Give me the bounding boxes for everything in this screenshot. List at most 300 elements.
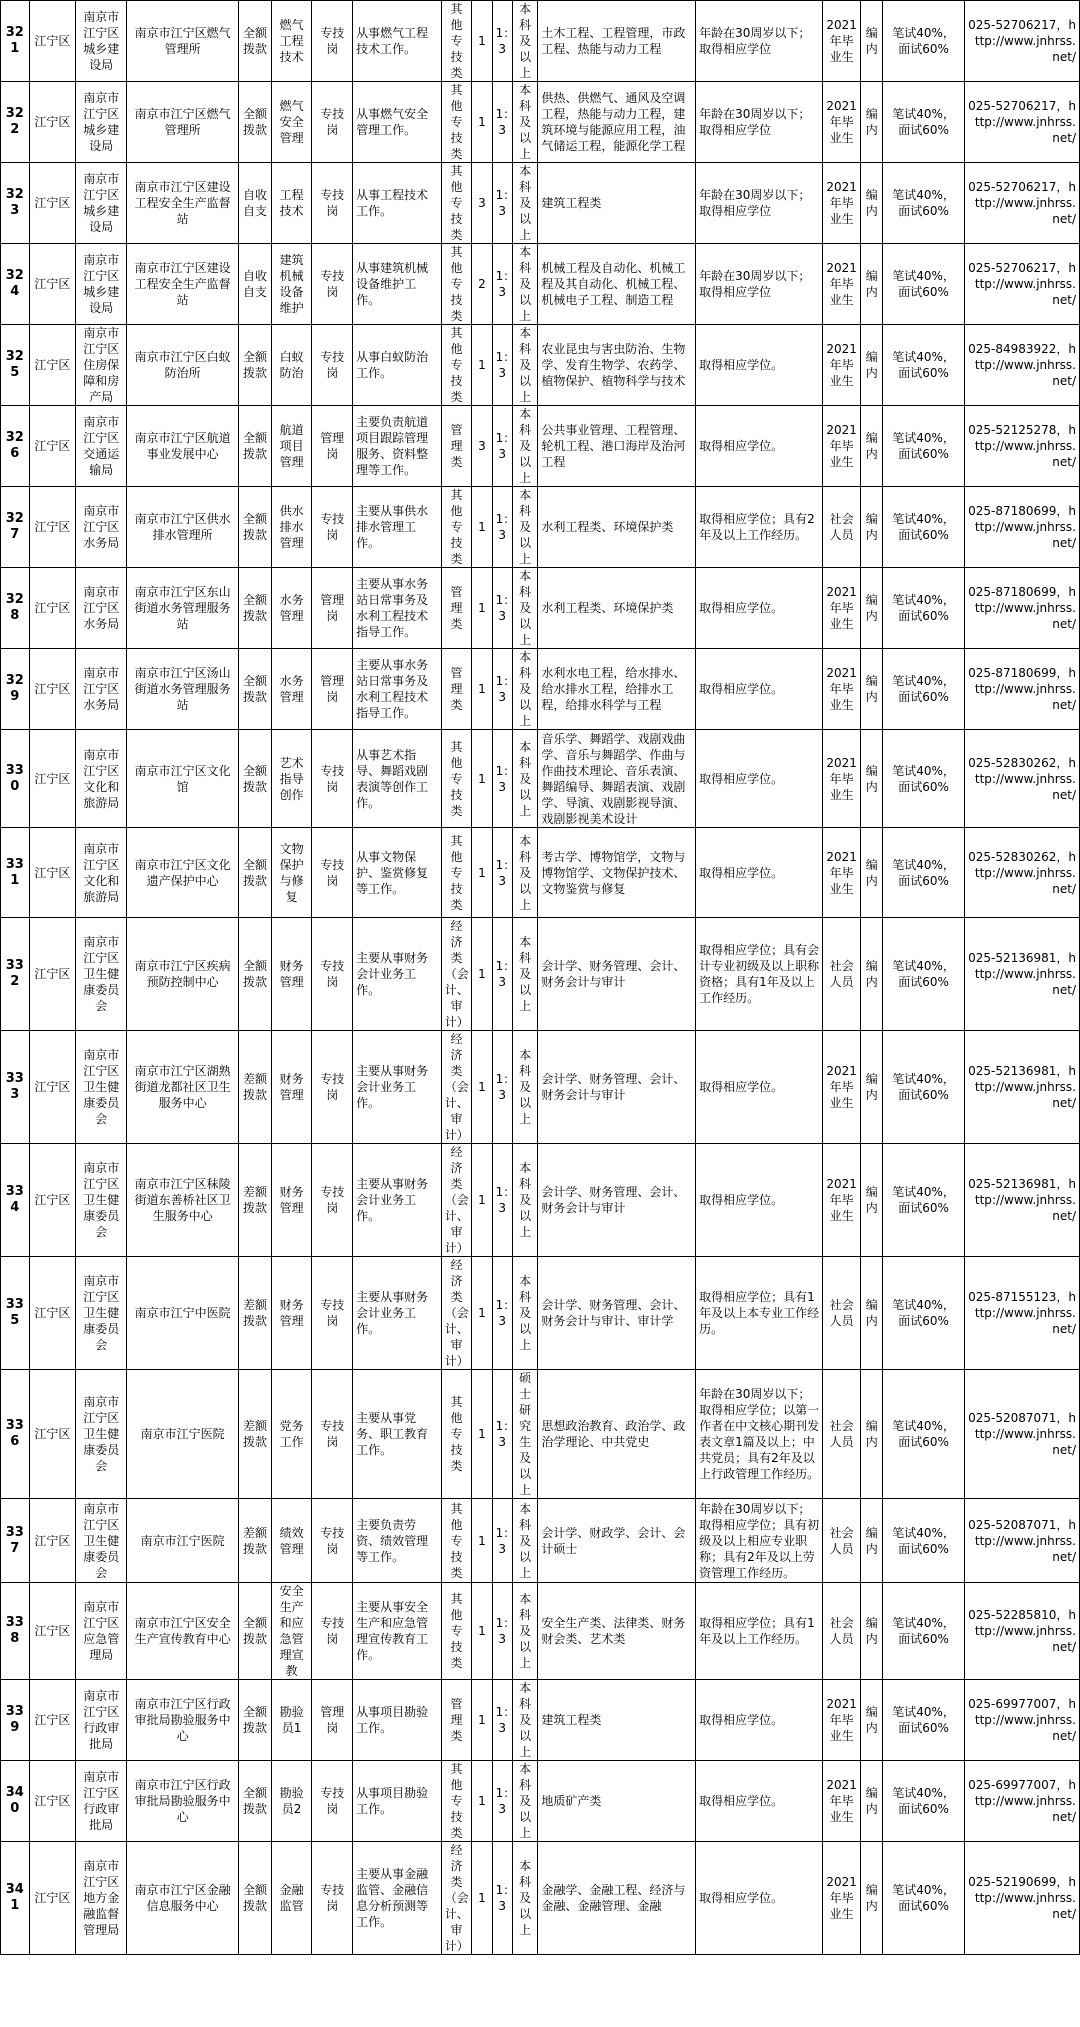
cell-funding-type: 全额拨款	[239, 730, 272, 828]
cell-other-requirements: 取得相应学位；具有1年及以上工作经历。	[696, 1583, 823, 1680]
cell-position-type: 经济类（会计、审计）	[441, 1031, 472, 1144]
cell-education: 本科及以上	[512, 1144, 537, 1257]
cell-job-code: 328	[1, 568, 30, 649]
cell-recruitment-target: 社会人员	[823, 918, 861, 1031]
cell-other-requirements: 取得相应学位。	[696, 1031, 823, 1144]
cell-district: 江宁区	[29, 1031, 76, 1144]
cell-other-requirements: 取得相应学位。	[696, 406, 823, 487]
cell-exam-weight: 笔试40%，面试60%	[883, 1144, 964, 1257]
cell-position-name: 文物保护与修复	[271, 828, 312, 918]
cell-recruitment-target: 2021年毕业生	[823, 82, 861, 163]
cell-district: 江宁区	[29, 244, 76, 325]
cell-education: 本科及以上	[512, 828, 537, 918]
cell-education: 本科及以上	[512, 1583, 537, 1680]
cell-headcount: 1	[472, 1144, 492, 1257]
cell-position-name: 财务管理	[271, 1031, 312, 1144]
cell-exam-weight: 笔试40%，面试60%	[883, 828, 964, 918]
table-row	[1, 163, 1080, 244]
table-row	[1, 1680, 1080, 1761]
cell-headcount: 1	[472, 82, 492, 163]
cell-other-requirements: 取得相应学位。	[696, 568, 823, 649]
cell-job-code: 338	[1, 1583, 30, 1680]
cell-recruitment-target: 社会人员	[823, 487, 861, 568]
cell-job-code: 336	[1, 1370, 30, 1499]
cell-recruitment-target: 社会人员	[823, 1257, 861, 1370]
cell-department: 南京市江宁区应急管理局	[76, 1583, 127, 1680]
cell-exam-weight: 笔试40%，面试60%	[883, 1583, 964, 1680]
cell-contact: 025-87155123，http://www.jnhrss.net/	[964, 1257, 1079, 1370]
cell-other-requirements: 年龄在30周岁以下；取得相应学位；以第一作者在中文核心期刊发表文章1篇及以上；中共党员；具有2年及以上行政管理工作经历。	[696, 1370, 823, 1499]
cell-recruitment-target: 社会人员	[823, 1583, 861, 1680]
cell-recruitment-target: 2021年毕业生	[823, 406, 861, 487]
cell-position-name: 供水排水管理	[271, 487, 312, 568]
cell-contact: 025-69977007，http://www.jnhrss.net/	[964, 1680, 1079, 1761]
cell-funding-type: 全额拨款	[239, 1583, 272, 1680]
cell-department: 南京市江宁区卫生健康委员会	[76, 1257, 127, 1370]
cell-headcount: 1	[472, 730, 492, 828]
table-row	[1, 828, 1080, 918]
cell-headcount: 1	[472, 649, 492, 730]
cell-job-code: 339	[1, 1680, 30, 1761]
cell-job-code: 329	[1, 649, 30, 730]
cell-employer: 南京市江宁医院	[127, 1499, 239, 1583]
cell-other-requirements: 取得相应学位。	[696, 730, 823, 828]
cell-employer: 南京市江宁区燃气管理所	[127, 1, 239, 82]
cell-position-type: 其他专技类	[441, 1761, 472, 1842]
cell-other-requirements: 取得相应学位。	[696, 325, 823, 406]
cell-headcount: 1	[472, 1583, 492, 1680]
cell-other-requirements: 取得相应学位；具有2年及以上工作经历。	[696, 487, 823, 568]
cell-exam-weight: 笔试40%，面试60%	[883, 1257, 964, 1370]
cell-headcount: 1	[472, 918, 492, 1031]
cell-headcount: 1	[472, 1370, 492, 1499]
cell-funding-type: 全额拨款	[239, 1842, 272, 1955]
cell-job-description: 主要从事财务会计业务工作。	[353, 1031, 442, 1144]
cell-exam-ratio: 1：3	[492, 1257, 512, 1370]
cell-exam-ratio: 1：3	[492, 828, 512, 918]
cell-district: 江宁区	[29, 82, 76, 163]
cell-funding-type: 差额拨款	[239, 1499, 272, 1583]
cell-job-code: 335	[1, 1257, 30, 1370]
cell-district: 江宁区	[29, 1144, 76, 1257]
cell-position-category: 专技岗	[312, 1842, 353, 1955]
cell-position-type: 其他专技类	[441, 244, 472, 325]
cell-position-category: 专技岗	[312, 82, 353, 163]
cell-employer: 南京市江宁区行政审批局勘验服务中心	[127, 1761, 239, 1842]
cell-staffing: 编内	[861, 1, 883, 82]
cell-job-description: 从事艺术指导、舞蹈戏剧表演等创作工作。	[353, 730, 442, 828]
cell-employer: 南京市江宁区疾病预防控制中心	[127, 918, 239, 1031]
cell-position-name: 燃气安全管理	[271, 82, 312, 163]
cell-exam-weight: 笔试40%，面试60%	[883, 1842, 964, 1955]
cell-department: 南京市江宁区卫生健康委员会	[76, 918, 127, 1031]
cell-job-code: 340	[1, 1761, 30, 1842]
cell-education: 本科及以上	[512, 163, 537, 244]
cell-contact: 025-69977007，http://www.jnhrss.net/	[964, 1761, 1079, 1842]
cell-contact: 025-87180699，http://www.jnhrss.net/	[964, 649, 1079, 730]
cell-exam-weight: 笔试40%，面试60%	[883, 918, 964, 1031]
cell-exam-weight: 笔试40%，面试60%	[883, 1680, 964, 1761]
cell-funding-type: 全额拨款	[239, 649, 272, 730]
cell-department: 南京市江宁区城乡建设局	[76, 1, 127, 82]
cell-contact: 025-52706217，http://www.jnhrss.net/	[964, 163, 1079, 244]
cell-exam-ratio: 1：3	[492, 1, 512, 82]
cell-job-code: 324	[1, 244, 30, 325]
cell-headcount: 1	[472, 325, 492, 406]
cell-exam-weight: 笔试40%，面试60%	[883, 1761, 964, 1842]
cell-education: 本科及以上	[512, 649, 537, 730]
cell-position-category: 专技岗	[312, 1144, 353, 1257]
cell-funding-type: 全额拨款	[239, 1761, 272, 1842]
cell-exam-weight: 笔试40%，面试60%	[883, 730, 964, 828]
cell-contact: 025-52136981，http://www.jnhrss.net/	[964, 1144, 1079, 1257]
cell-position-type: 其他专技类	[441, 730, 472, 828]
cell-other-requirements: 取得相应学位。	[696, 1680, 823, 1761]
cell-major: 水利工程类、环境保护类	[538, 487, 696, 568]
cell-major: 机械工程及自动化、机械工程及其自动化、机械工程、机械电子工程、制造工程	[538, 244, 696, 325]
cell-department: 南京市江宁区文化和旅游局	[76, 730, 127, 828]
cell-staffing: 编内	[861, 244, 883, 325]
cell-major: 土木工程、工程管理，市政工程、热能与动力工程	[538, 1, 696, 82]
cell-headcount: 3	[472, 406, 492, 487]
cell-job-description: 从事项目勘验工作。	[353, 1680, 442, 1761]
cell-employer: 南京市江宁区东山街道水务管理服务站	[127, 568, 239, 649]
cell-exam-weight: 笔试40%，面试60%	[883, 1499, 964, 1583]
table-row	[1, 406, 1080, 487]
cell-position-category: 专技岗	[312, 1583, 353, 1680]
cell-contact: 025-52087071，http://www.jnhrss.net/	[964, 1499, 1079, 1583]
cell-district: 江宁区	[29, 1370, 76, 1499]
cell-employer: 南京市江宁区文化馆	[127, 730, 239, 828]
table-row	[1, 1257, 1080, 1370]
cell-other-requirements: 年龄在30周岁以下；取得相应学位	[696, 244, 823, 325]
cell-department: 南京市江宁区卫生健康委员会	[76, 1499, 127, 1583]
cell-district: 江宁区	[29, 918, 76, 1031]
cell-position-name: 绩效管理	[271, 1499, 312, 1583]
cell-position-name: 党务工作	[271, 1370, 312, 1499]
cell-position-type: 其他专技类	[441, 82, 472, 163]
cell-contact: 025-52285810，http://www.jnhrss.net/	[964, 1583, 1079, 1680]
cell-employer: 南京市江宁区秣陵街道东善桥社区卫生服务中心	[127, 1144, 239, 1257]
cell-major: 会计学、财务管理、会计、财务会计与审计、审计学	[538, 1257, 696, 1370]
table-row	[1, 82, 1080, 163]
cell-exam-ratio: 1：3	[492, 918, 512, 1031]
cell-position-category: 专技岗	[312, 1499, 353, 1583]
cell-position-type: 其他专技类	[441, 325, 472, 406]
cell-contact: 025-87180699，http://www.jnhrss.net/	[964, 568, 1079, 649]
cell-funding-type: 全额拨款	[239, 487, 272, 568]
cell-department: 南京市江宁区卫生健康委员会	[76, 1370, 127, 1499]
cell-recruitment-target: 2021年毕业生	[823, 244, 861, 325]
cell-position-type: 管理类	[441, 406, 472, 487]
cell-major: 考古学、博物馆学，文物与博物馆学、文物保护技术、文物鉴赏与修复	[538, 828, 696, 918]
cell-employer: 南京市江宁医院	[127, 1370, 239, 1499]
cell-headcount: 1	[472, 828, 492, 918]
cell-major: 水利水电工程，给水排水、给水排水工程，给排水工程，给排水科学与工程	[538, 649, 696, 730]
cell-funding-type: 全额拨款	[239, 568, 272, 649]
cell-job-code: 322	[1, 82, 30, 163]
cell-job-code: 337	[1, 1499, 30, 1583]
cell-recruitment-target: 社会人员	[823, 1370, 861, 1499]
cell-other-requirements: 取得相应学位；具有会计专业初级及以上职称资格；具有1年及以上工作经历。	[696, 918, 823, 1031]
cell-district: 江宁区	[29, 487, 76, 568]
cell-contact: 025-52706217，http://www.jnhrss.net/	[964, 244, 1079, 325]
cell-exam-ratio: 1：3	[492, 487, 512, 568]
cell-district: 江宁区	[29, 730, 76, 828]
cell-department: 南京市江宁区城乡建设局	[76, 82, 127, 163]
cell-position-type: 其他专技类	[441, 163, 472, 244]
cell-district: 江宁区	[29, 1, 76, 82]
cell-job-code: 334	[1, 1144, 30, 1257]
cell-major: 金融学、金融工程、经济与金融、金融管理、金融	[538, 1842, 696, 1955]
cell-department: 南京市江宁区地方金融监督管理局	[76, 1842, 127, 1955]
table-row	[1, 1583, 1080, 1680]
cell-district: 江宁区	[29, 649, 76, 730]
cell-other-requirements: 年龄在30周岁以下；取得相应学位	[696, 82, 823, 163]
cell-job-description: 主要负责航道项目跟踪管理服务、资料整理等工作。	[353, 406, 442, 487]
cell-major: 水利工程类、环境保护类	[538, 568, 696, 649]
cell-department: 南京市江宁区卫生健康委员会	[76, 1144, 127, 1257]
cell-recruitment-target: 2021年毕业生	[823, 325, 861, 406]
cell-job-description: 主要负责劳资、绩效管理等工作。	[353, 1499, 442, 1583]
cell-exam-weight: 笔试40%，面试60%	[883, 1031, 964, 1144]
cell-job-description: 从事项目勘验工作。	[353, 1761, 442, 1842]
cell-exam-ratio: 1：3	[492, 1842, 512, 1955]
cell-staffing: 编内	[861, 325, 883, 406]
cell-department: 南京市江宁区行政审批局	[76, 1680, 127, 1761]
cell-education: 本科及以上	[512, 1257, 537, 1370]
cell-headcount: 1	[472, 568, 492, 649]
cell-contact: 025-52190699，http://www.jnhrss.net/	[964, 1842, 1079, 1955]
table-row	[1, 1499, 1080, 1583]
cell-headcount: 1	[472, 1680, 492, 1761]
table-row	[1, 487, 1080, 568]
cell-position-name: 建筑机械设备维护	[271, 244, 312, 325]
cell-recruitment-target: 2021年毕业生	[823, 1144, 861, 1257]
cell-staffing: 编内	[861, 1583, 883, 1680]
cell-staffing: 编内	[861, 1257, 883, 1370]
cell-exam-ratio: 1：3	[492, 82, 512, 163]
cell-employer: 南京市江宁区建设工程安全生产监督站	[127, 244, 239, 325]
cell-other-requirements: 年龄在30周岁以下；取得相应学位	[696, 1, 823, 82]
cell-funding-type: 差额拨款	[239, 1257, 272, 1370]
cell-position-name: 燃气工程技术	[271, 1, 312, 82]
cell-job-code: 325	[1, 325, 30, 406]
cell-staffing: 编内	[861, 1499, 883, 1583]
cell-district: 江宁区	[29, 406, 76, 487]
cell-employer: 南京市江宁区航道事业发展中心	[127, 406, 239, 487]
cell-department: 南京市江宁区交通运输局	[76, 406, 127, 487]
cell-education: 本科及以上	[512, 1, 537, 82]
cell-other-requirements: 取得相应学位。	[696, 1842, 823, 1955]
cell-district: 江宁区	[29, 568, 76, 649]
cell-other-requirements: 取得相应学位。	[696, 1761, 823, 1842]
cell-position-category: 专技岗	[312, 1370, 353, 1499]
cell-staffing: 编内	[861, 1680, 883, 1761]
cell-employer: 南京市江宁区汤山街道水务管理服务站	[127, 649, 239, 730]
cell-staffing: 编内	[861, 1031, 883, 1144]
cell-position-name: 航道项目管理	[271, 406, 312, 487]
cell-contact: 025-52136981，http://www.jnhrss.net/	[964, 1031, 1079, 1144]
table-row	[1, 1, 1080, 82]
cell-district: 江宁区	[29, 828, 76, 918]
cell-funding-type: 差额拨款	[239, 1031, 272, 1144]
cell-exam-weight: 笔试40%，面试60%	[883, 325, 964, 406]
cell-staffing: 编内	[861, 1370, 883, 1499]
cell-recruitment-target: 2021年毕业生	[823, 1031, 861, 1144]
cell-staffing: 编内	[861, 1761, 883, 1842]
cell-staffing: 编内	[861, 1842, 883, 1955]
cell-job-code: 321	[1, 1, 30, 82]
cell-major: 会计学、财政学、会计、会计硕士	[538, 1499, 696, 1583]
cell-position-category: 专技岗	[312, 325, 353, 406]
cell-education: 本科及以上	[512, 918, 537, 1031]
cell-staffing: 编内	[861, 828, 883, 918]
cell-position-type: 管理类	[441, 568, 472, 649]
cell-funding-type: 全额拨款	[239, 918, 272, 1031]
cell-headcount: 1	[472, 1761, 492, 1842]
table-row	[1, 918, 1080, 1031]
cell-department: 南京市江宁区住房保障和房产局	[76, 325, 127, 406]
cell-exam-ratio: 1：3	[492, 325, 512, 406]
cell-major: 会计学、财务管理、会计、财务会计与审计	[538, 1031, 696, 1144]
cell-job-code: 323	[1, 163, 30, 244]
cell-exam-weight: 笔试40%，面试60%	[883, 82, 964, 163]
cell-position-name: 水务管理	[271, 568, 312, 649]
cell-funding-type: 自收自支	[239, 244, 272, 325]
cell-employer: 南京市江宁区白蚁防治所	[127, 325, 239, 406]
table-row	[1, 1842, 1080, 1955]
cell-recruitment-target: 2021年毕业生	[823, 649, 861, 730]
cell-job-description: 主要从事金融监管、金融信息分析预测等工作。	[353, 1842, 442, 1955]
cell-employer: 南京市江宁区燃气管理所	[127, 82, 239, 163]
cell-exam-ratio: 1：3	[492, 568, 512, 649]
cell-district: 江宁区	[29, 1583, 76, 1680]
cell-district: 江宁区	[29, 1680, 76, 1761]
cell-exam-weight: 笔试40%，面试60%	[883, 1, 964, 82]
cell-education: 本科及以上	[512, 1761, 537, 1842]
cell-education: 本科及以上	[512, 1842, 537, 1955]
cell-staffing: 编内	[861, 487, 883, 568]
cell-other-requirements: 取得相应学位。	[696, 649, 823, 730]
cell-other-requirements: 年龄在30周岁以下；取得相应学位	[696, 163, 823, 244]
cell-staffing: 编内	[861, 406, 883, 487]
cell-position-type: 管理类	[441, 1680, 472, 1761]
cell-employer: 南京市江宁区建设工程安全生产监督站	[127, 163, 239, 244]
cell-position-category: 管理岗	[312, 1680, 353, 1761]
cell-education: 本科及以上	[512, 82, 537, 163]
table-row	[1, 730, 1080, 828]
cell-exam-ratio: 1：3	[492, 649, 512, 730]
cell-other-requirements: 取得相应学位；具有1年及以上本专业工作经历。	[696, 1257, 823, 1370]
cell-contact: 025-52136981，http://www.jnhrss.net/	[964, 918, 1079, 1031]
cell-department: 南京市江宁区文化和旅游局	[76, 828, 127, 918]
table-row	[1, 1031, 1080, 1144]
cell-major: 地质矿产类	[538, 1761, 696, 1842]
cell-exam-ratio: 1：3	[492, 406, 512, 487]
cell-position-name: 水务管理	[271, 649, 312, 730]
cell-position-category: 专技岗	[312, 1, 353, 82]
cell-job-code: 332	[1, 918, 30, 1031]
cell-funding-type: 全额拨款	[239, 1680, 272, 1761]
cell-job-description: 主要从事党务、职工教育工作。	[353, 1370, 442, 1499]
cell-job-description: 主要从事财务会计业务工作。	[353, 918, 442, 1031]
cell-headcount: 1	[472, 1842, 492, 1955]
cell-contact: 025-52830262，http://www.jnhrss.net/	[964, 828, 1079, 918]
cell-contact: 025-84983922，http://www.jnhrss.net/	[964, 325, 1079, 406]
cell-position-type: 其他专技类	[441, 828, 472, 918]
cell-exam-ratio: 1：3	[492, 1680, 512, 1761]
cell-department: 南京市江宁区城乡建设局	[76, 163, 127, 244]
cell-department: 南京市江宁区水务局	[76, 487, 127, 568]
cell-job-description: 从事工程技术工作。	[353, 163, 442, 244]
cell-headcount: 1	[472, 1031, 492, 1144]
cell-position-type: 其他专技类	[441, 1583, 472, 1680]
cell-education: 本科及以上	[512, 1680, 537, 1761]
cell-job-description: 从事建筑机械设备维护工作。	[353, 244, 442, 325]
cell-major: 会计学、财务管理、会计、财务会计与审计	[538, 1144, 696, 1257]
cell-position-category: 管理岗	[312, 406, 353, 487]
cell-headcount: 3	[472, 163, 492, 244]
cell-department: 南京市江宁区卫生健康委员会	[76, 1031, 127, 1144]
cell-education: 本科及以上	[512, 1499, 537, 1583]
cell-major: 建筑工程类	[538, 1680, 696, 1761]
cell-job-code: 327	[1, 487, 30, 568]
cell-funding-type: 全额拨款	[239, 82, 272, 163]
cell-position-type: 其他专技类	[441, 1370, 472, 1499]
cell-staffing: 编内	[861, 163, 883, 244]
cell-major: 音乐学、舞蹈学、戏剧戏曲学、音乐与舞蹈学、作曲与作曲技术理论、音乐表演、舞蹈编导、舞蹈表演、戏剧学、导演、戏剧影视导演、戏剧影视美术设计	[538, 730, 696, 828]
cell-employer: 南京市江宁区文化遗产保护中心	[127, 828, 239, 918]
table-row	[1, 1144, 1080, 1257]
cell-exam-ratio: 1：3	[492, 244, 512, 325]
cell-exam-weight: 笔试40%，面试60%	[883, 1370, 964, 1499]
cell-exam-ratio: 1：3	[492, 730, 512, 828]
cell-funding-type: 差额拨款	[239, 1370, 272, 1499]
cell-major: 农业昆虫与害虫防治、生物学、发育生物学、农药学、植物保护、植物科学与技术	[538, 325, 696, 406]
cell-staffing: 编内	[861, 730, 883, 828]
cell-position-category: 专技岗	[312, 1761, 353, 1842]
cell-job-description: 从事燃气工程技术工作。	[353, 1, 442, 82]
cell-contact: 025-52087071，http://www.jnhrss.net/	[964, 1370, 1079, 1499]
cell-exam-ratio: 1：3	[492, 163, 512, 244]
cell-job-code: 330	[1, 730, 30, 828]
table-row	[1, 325, 1080, 406]
cell-recruitment-target: 2021年毕业生	[823, 828, 861, 918]
cell-funding-type: 全额拨款	[239, 325, 272, 406]
cell-recruitment-target: 2021年毕业生	[823, 730, 861, 828]
cell-contact: 025-52706217，http://www.jnhrss.net/	[964, 82, 1079, 163]
cell-staffing: 编内	[861, 568, 883, 649]
cell-employer: 南京市江宁区安全生产宣传教育中心	[127, 1583, 239, 1680]
cell-recruitment-target: 2021年毕业生	[823, 1761, 861, 1842]
cell-education: 本科及以上	[512, 1031, 537, 1144]
cell-education: 本科及以上	[512, 406, 537, 487]
cell-position-category: 专技岗	[312, 1031, 353, 1144]
cell-department: 南京市江宁区城乡建设局	[76, 244, 127, 325]
cell-department: 南京市江宁区行政审批局	[76, 1761, 127, 1842]
cell-education: 本科及以上	[512, 568, 537, 649]
cell-other-requirements: 取得相应学位。	[696, 828, 823, 918]
cell-district: 江宁区	[29, 1499, 76, 1583]
cell-exam-ratio: 1：3	[492, 1583, 512, 1680]
cell-employer: 南京市江宁区金融信息服务中心	[127, 1842, 239, 1955]
cell-contact: 025-87180699，http://www.jnhrss.net/	[964, 487, 1079, 568]
cell-district: 江宁区	[29, 1842, 76, 1955]
cell-district: 江宁区	[29, 1257, 76, 1370]
cell-position-type: 其他专技类	[441, 1, 472, 82]
cell-other-requirements: 取得相应学位。	[696, 1144, 823, 1257]
